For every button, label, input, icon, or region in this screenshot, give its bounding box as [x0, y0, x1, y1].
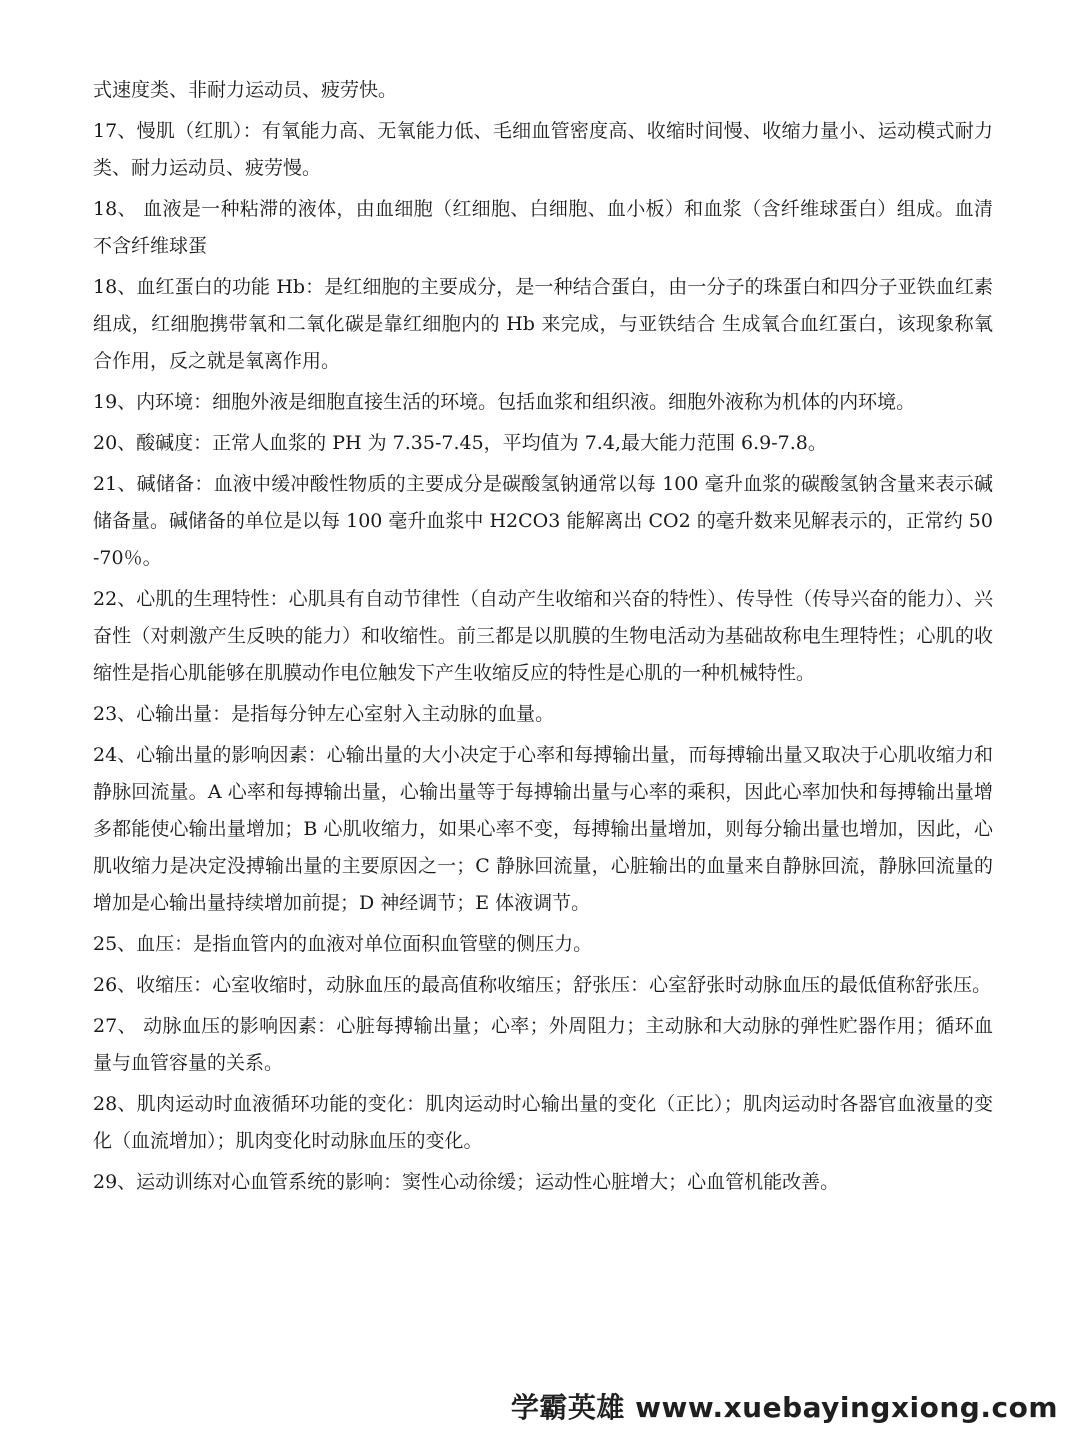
site-watermark: 学霸英雄 www.xuebayingxiong.com — [510, 1391, 1058, 1424]
paragraph-22-cardiac-properties: 22、心肌的生理特性：心肌具有自动节律性（自动产生收缩和兴奋的特性）、传导性（传导兴奋的能力）、兴奋性（对刺激产生反映的能力）和收缩性。前三都是以肌膜的生物电活动为基础故称电生理特性；心肌的收缩性是指心肌能够在肌膜动作电位触发下产生收缩反应的特性是心肌的一种机械特性。 — [93, 588, 993, 684]
paragraph-18-hemoglobin: 18、血红蛋白的功能 Hb：是红细胞的主要成分，是一种结合蛋白，由一分子的珠蛋白和四分子亚铁血红素组成，红细胞携带氧和二氧化碳是靠红细胞内的 Hb 来完成，与亚铁结合 生成氧合血红蛋白，该现象称氧合作用，反之就是氧离作用。 — [93, 276, 993, 372]
paragraph-23-cardiac-output: 23、心输出量：是指每分钟左心室射入主动脉的血量。 — [93, 703, 555, 725]
paragraph-24-output-factors: 24、心输出量的影响因素：心输出量的大小决定于心率和每搏输出量，而每搏输出量又取决于心肌收缩力和静脉回流量。A 心率和每搏输出量，心输出量等于每搏输出量与心率的乘积，因此心率加快和每搏输出量增多都能使心输出量增加；B 心肌收缩力，如果心率不变，每搏输出量增加，则每分输出量也增加，因此，心肌收缩力是决定没搏输出量的主要原因之一；C 静脉回流量，心脏输出的血量来自静脉回流，静脉回流量的增加是心输出量持续增加前提；D 神经调节；E 体液调节。 — [93, 744, 993, 914]
paragraph-27-bp-factors: 27、 动脉血压的影响因素：心脏每搏输出量；心率；外周阻力；主动脉和大动脉的弹性贮器作用；循环血量与血管容量的关系。 — [93, 1015, 993, 1074]
document-body — [93, 72, 993, 1205]
paragraph-25-blood-pressure: 25、血压：是指血管内的血液对单位面积血管壁的侧压力。 — [93, 933, 593, 955]
paragraph-29-training-effects: 29、运动训练对心血管系统的影响：窦性心动徐缓；运动性心脏增大；心血管机能改善。 — [93, 1171, 840, 1193]
paragraph-19-internal-environment: 19、内环境：细胞外液是细胞直接生活的环境。包括血浆和组织液。细胞外液称为机体的内环境。 — [93, 391, 916, 413]
paragraph-continuation: 式速度类、非耐力运动员、疲劳快。 — [93, 79, 398, 101]
paragraph-26-systolic: 26、收缩压：心室收缩时，动脉血压的最高值称收缩压；舒张压：心室舒张时动脉血压的最低值称舒张压。 — [93, 974, 992, 996]
paragraph-17-slow-muscle: 17、慢肌（红肌）：有氧能力高、无氧能力低、毛细血管密度高、收缩时间慢、收缩力量小、运动模式耐力类、耐力运动员、疲劳慢。 — [93, 120, 993, 179]
paragraph-18-blood: 18、 血液是一种粘滞的液体，由血细胞（红细胞、白细胞、血小板）和血浆（含纤维球蛋白）组成。血清不含纤维球蛋 — [93, 198, 993, 257]
paragraph-28-circulation-changes: 28、肌肉运动时血液循环功能的变化：肌肉运动时心输出量的变化（正比）；肌肉运动时各器官血液量的变化（血流增加）；肌肉变化时动脉血压的变化。 — [93, 1093, 993, 1152]
paragraph-20-ph: 20、酸碱度：正常人血浆的 PH 为 7.35-7.45，平均值为 7.4,最大能力范围 6.9-7.8。 — [93, 432, 827, 454]
paragraph-21-alkali-reserve: 21、碱储备：血液中缓冲酸性物质的主要成分是碳酸氢钠通常以每 100 毫升血浆的碳酸氢钠含量来表示碱储备量。碱储备的单位是以每 100 毫升血浆中 H2CO3 能解离出 CO2 的毫升数来见解表示的，正常约 50-70％。 — [93, 473, 993, 569]
